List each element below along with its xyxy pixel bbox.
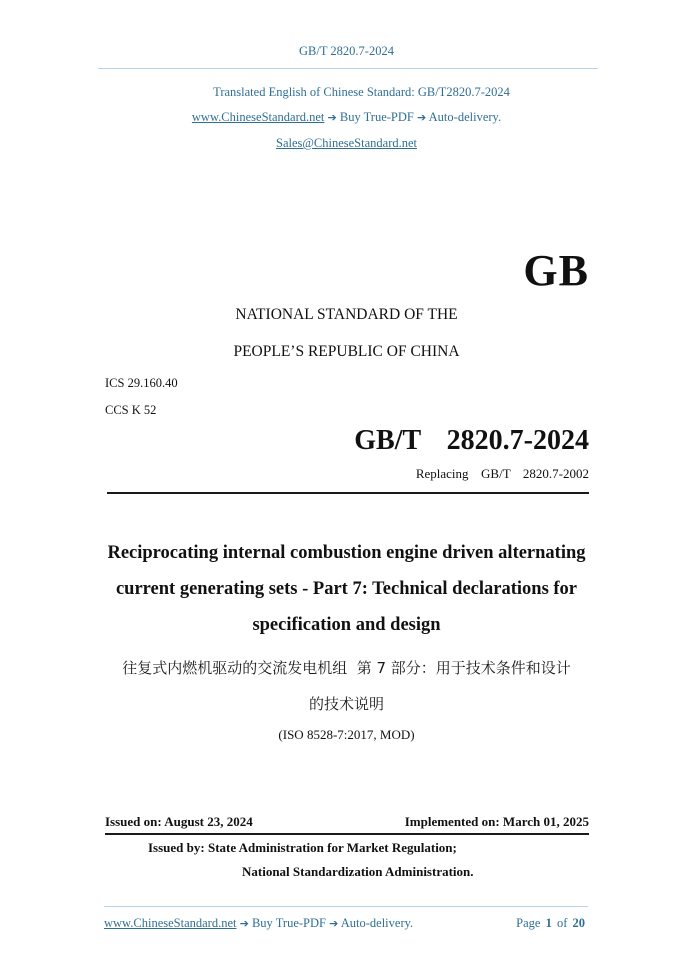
footer-site-link[interactable]: www.ChineseStandard.net: [104, 916, 237, 930]
footer-promo: [104, 916, 413, 931]
ics-code: ICS 29.160.40: [105, 376, 178, 390]
running-header-title: GB/T 2820.7-2024: [299, 44, 394, 58]
issued-by-line2: National Standardization Administration.: [242, 864, 474, 879]
arrow-right-icon: ➔: [417, 111, 427, 124]
chinese-title: [80, 650, 613, 722]
arrow-right-icon: ➔: [239, 917, 249, 930]
replacing-standard: Replacing GB/T 2820.7-2002: [415, 466, 589, 481]
page-label: Page: [516, 916, 541, 930]
issued-by-line1: Issued by: State Administration for Market Regulation;: [148, 840, 457, 855]
iso-reference: (ISO 8528-7:2017, MOD): [278, 727, 415, 742]
header-divider: [98, 68, 598, 69]
national-standard-heading-line1: NATIONAL STANDARD OF THE: [235, 306, 458, 323]
page-of: of: [556, 916, 568, 930]
site-link[interactable]: www.ChineseStandard.net: [191, 110, 325, 124]
english-title: Reciprocating internal combustion engine driven alternating current generating sets - Part 7: Technical declarations for specification and design: [107, 543, 586, 635]
title-divider: [107, 492, 589, 494]
ccs-code: CCS K 52: [105, 403, 157, 417]
dates-divider: [105, 833, 589, 835]
translated-notice: Translated English of Chinese Standard: GB/T2820.7-2024: [213, 85, 510, 99]
auto-delivery-text: Auto-delivery.: [428, 110, 502, 124]
issued-on-date: Issued on: August 23, 2024: [105, 814, 253, 829]
buy-true-pdf-text: Buy True-PDF: [339, 110, 414, 124]
footer-divider: [104, 906, 588, 907]
promo-buy-line: [0, 110, 693, 125]
gb-mark: GB: [523, 246, 589, 295]
chinese-title-line1: 往复式内燃机驱动的交流发电机组 第 7 部分：用于技术条件和设计: [122, 659, 571, 677]
sales-email-line: [0, 136, 693, 151]
footer-buy-text: Buy True-PDF: [251, 916, 326, 930]
implemented-on-date: Implemented on: March 01, 2025: [404, 814, 589, 829]
arrow-right-icon: ➔: [327, 111, 337, 124]
page-current: 1: [545, 916, 552, 930]
sales-email-link[interactable]: Sales@ChineseStandard.net: [276, 136, 417, 150]
arrow-right-icon: ➔: [329, 917, 339, 930]
standard-number: GB/T 2820.7-2024: [354, 425, 589, 456]
page-indicator: [516, 916, 585, 931]
national-standard-heading-line2: PEOPLE’S REPUBLIC OF CHINA: [233, 343, 460, 360]
footer-delivery-text: Auto-delivery.: [340, 916, 414, 930]
chinese-title-line2: 的技术说明: [308, 695, 384, 713]
page-total: 20: [572, 916, 585, 930]
